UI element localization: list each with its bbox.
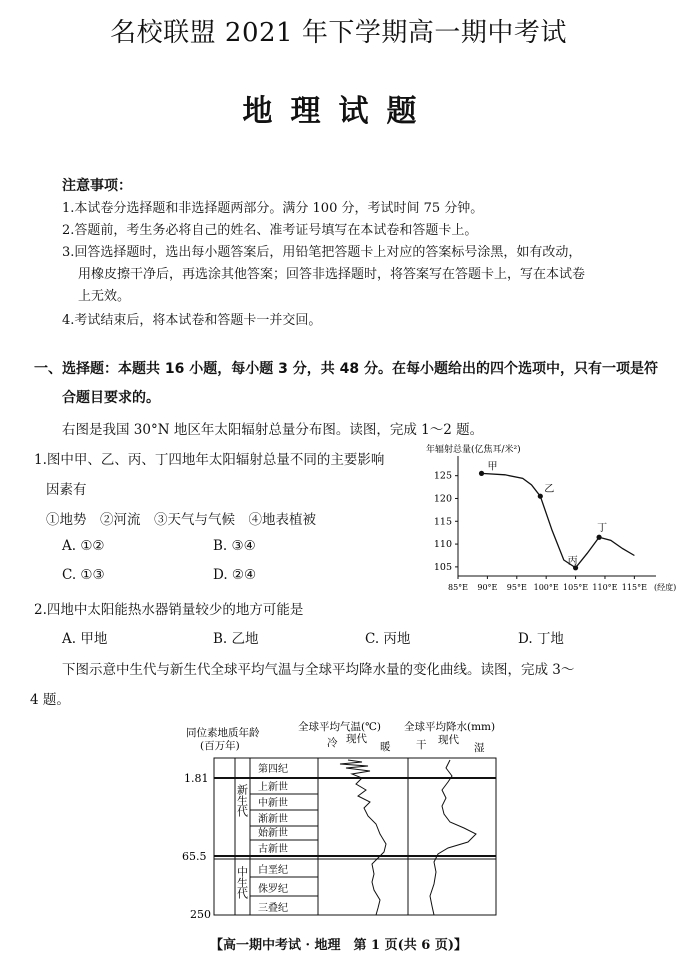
period-9: 三叠纪 — [258, 903, 288, 914]
q1-stem-cont: 因素有 — [46, 482, 87, 498]
point-label-2: 丙 — [567, 555, 578, 567]
x-tick-label-0: 85°E — [447, 583, 469, 592]
x-tick-label-4: 105°E — [563, 583, 589, 592]
exam-title: 名校联盟 2021 年下学期高一期中考试 — [110, 18, 567, 48]
notice-line-1: 1.本试卷分选择题和非选择题两部分。满分 100 分，考试时间 75 分钟。 — [62, 201, 484, 216]
notice-line-3b: 用橡皮擦干净后，再选涂其他答案；回答非选择题时，将答案写在答题卡上，写在本试卷 — [78, 267, 586, 282]
temp-header: 全球平均气温(℃) — [298, 721, 381, 733]
y-axis-label: 年辐射总量(亿焦耳/米²) — [426, 445, 521, 455]
x-tick-label-1: 90°E — [477, 583, 498, 592]
q1-option-d[interactable]: D. ②④ — [213, 567, 257, 583]
subject-title: 地理试题 — [242, 94, 435, 129]
notice-line-3c: 上无效。 — [78, 289, 131, 304]
point-label-1: 乙 — [544, 484, 555, 496]
age-label-1: 1.81 — [184, 772, 209, 785]
x-tick-label-5: 110°E — [592, 583, 618, 592]
era-mesozoic: 中生代 — [235, 866, 249, 899]
period-8: 侏罗纪 — [258, 884, 288, 895]
radiation-curve — [482, 473, 635, 567]
y-tick-label-2: 115 — [433, 516, 452, 528]
x-tick-label-3: 100°E — [533, 583, 559, 592]
q12-intro: 右图是我国 30°N 地区年太阳辐射总量分布图。读图，完成 1～2 题。 — [62, 422, 484, 438]
period-2: 上新世 — [258, 782, 288, 793]
x-axis-label: (经度) — [654, 583, 677, 592]
rain-wet-label: 湿 — [474, 742, 485, 754]
notice-line-3: 3.回答选择题时，选出每小题答案后，用铅笔把答题卡上对应的答案标号涂黑，如有改动， — [62, 245, 582, 260]
q2-stem: 2.四地中太阳能热水器销量较少的地方可能是 — [34, 602, 304, 618]
period-1: 第四纪 — [258, 764, 288, 775]
age-column-header: 同位素地质年龄 — [186, 727, 260, 739]
y-tick-label-0: 105 — [433, 561, 452, 573]
x-tick-label-6: 115°E — [621, 583, 647, 592]
point-0 — [479, 471, 484, 476]
q2-option-a[interactable]: A. 甲地 — [62, 631, 108, 647]
point-label-0: 甲 — [487, 461, 498, 473]
q1-stem: 1.图中甲、乙、丙、丁四地年太阳辐射总量不同的主要影响 — [34, 452, 385, 468]
period-4: 渐新世 — [258, 814, 288, 825]
era-cenozoic: 新生代 — [235, 784, 249, 817]
period-7: 白垩纪 — [258, 865, 288, 876]
q34-intro: 下图示意中生代与新生代全球平均气温与全球平均降水量的变化曲线。读图，完成 3～ — [62, 662, 575, 678]
figure-frame — [214, 758, 496, 915]
temp-cold-label: 冷 — [327, 737, 338, 749]
q1-option-a[interactable]: A. ①② — [62, 538, 105, 554]
section-heading-cont: 合题目要求的。 — [62, 390, 160, 406]
notice-line-2: 2.答题前，考生务必将自己的姓名、准考证号填写在本试卷和答题卡上。 — [62, 223, 478, 238]
q2-option-c[interactable]: C. 丙地 — [365, 631, 411, 647]
point-3 — [596, 535, 601, 540]
x-tick-label-2: 95°E — [506, 583, 527, 592]
rain-now-label: 现代 — [438, 734, 459, 746]
page-footer: 【高一期中考试 · 地理 第 1 页(共 6 页)】 — [209, 938, 468, 953]
q2-option-d[interactable]: D. 丁地 — [518, 631, 564, 647]
q1-option-c[interactable]: C. ①③ — [62, 567, 105, 583]
y-tick-label-1: 110 — [433, 539, 452, 551]
temp-warm-label: 暖 — [380, 741, 391, 753]
q34-intro-cont: 4 题。 — [30, 692, 70, 708]
q2-option-b[interactable]: B. 乙地 — [213, 631, 259, 647]
rain-header: 全球平均降水(mm) — [404, 721, 496, 733]
precipitation-curve — [430, 760, 476, 915]
age-label-3: 250 — [190, 908, 211, 921]
temp-now-label: 现代 — [346, 733, 367, 745]
notice-line-4: 4.考试结束后，将本试卷和答题卡一并交回。 — [62, 313, 322, 328]
point-label-3: 丁 — [597, 523, 608, 535]
age-label-2: 65.5 — [182, 850, 207, 863]
q1-factors: ①地势 ②河流 ③天气与气候 ④地表植被 — [46, 512, 316, 528]
y-tick-label-4: 125 — [433, 470, 452, 482]
age-column-unit: (百万年) — [200, 740, 240, 752]
period-6: 古新世 — [258, 844, 288, 855]
y-tick-label-3: 120 — [433, 493, 452, 505]
notice-heading: 注意事项： — [62, 178, 132, 194]
solar-radiation-chart — [420, 440, 677, 600]
period-3: 中新世 — [258, 798, 288, 809]
point-1 — [538, 494, 543, 499]
geologic-climate-figure — [180, 716, 510, 922]
period-5: 始新世 — [258, 828, 288, 839]
rain-dry-label: 干 — [416, 739, 427, 751]
section-heading: 一、选择题：本题共 16 小题，每小题 3 分，共 48 分。在每小题给出的四个选项中，只有一项是符 — [34, 361, 658, 377]
temperature-curve — [340, 760, 386, 915]
q1-option-b[interactable]: B. ③④ — [213, 538, 256, 554]
